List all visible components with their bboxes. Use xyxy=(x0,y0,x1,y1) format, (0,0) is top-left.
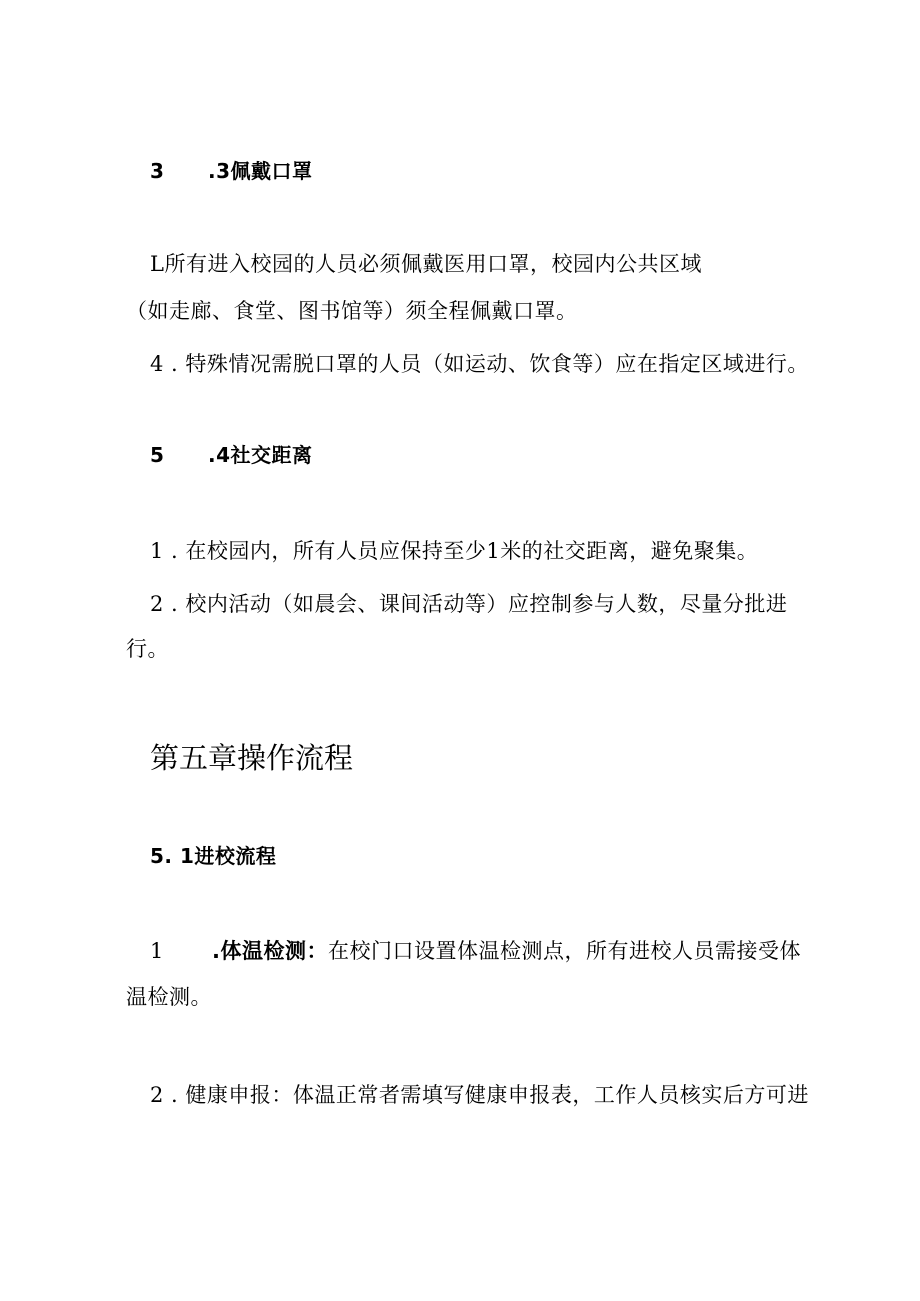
paragraph-entry-1-line2: 温检测。 xyxy=(126,985,212,1009)
paragraph-distance-2-line2: 行。 xyxy=(126,637,169,661)
section-number: 3 xyxy=(150,159,165,183)
section-title: .4社交距离 xyxy=(208,443,313,467)
list-item-text: 在校门口设置体温检测点，所有进校人员需接受体 xyxy=(327,939,801,963)
section-title: .3佩戴口罩 xyxy=(208,159,313,183)
section-heading-5-4 xyxy=(150,441,313,469)
paragraph-entry-2: 2 . 健康申报：体温正常者需填写健康申报表，工作人员核实后方可进 xyxy=(150,1083,809,1107)
paragraph-mask-1-line1: L所有进入校园的人员必须佩戴医用口罩，校园内公共区域 xyxy=(150,252,702,276)
section-heading-5-1: 5. 1进校流程 xyxy=(150,844,277,868)
paragraph-entry-1-line1 xyxy=(150,937,801,965)
chapter-title: 第五章操作流程 xyxy=(150,741,354,775)
section-heading-3-3 xyxy=(150,157,313,185)
paragraph-distance-2-line1: 2 . 校内活动（如晨会、课间活动等）应控制参与人数，尽量分批进 xyxy=(150,592,788,616)
list-item-number: 1 xyxy=(150,939,164,963)
section-number: 5 xyxy=(150,443,165,467)
paragraph-distance-1: 1 . 在校园内，所有人员应保持至少1米的社交距离，避免聚集。 xyxy=(150,539,759,563)
paragraph-mask-4: 4 . 特殊情况需脱口罩的人员（如运动、饮食等）应在指定区域进行。 xyxy=(150,352,809,376)
paragraph-mask-1-line2: （如走廊、食堂、图书馆等）须全程佩戴口罩。 xyxy=(126,299,578,323)
list-item-label: .体温检测： xyxy=(212,939,328,963)
